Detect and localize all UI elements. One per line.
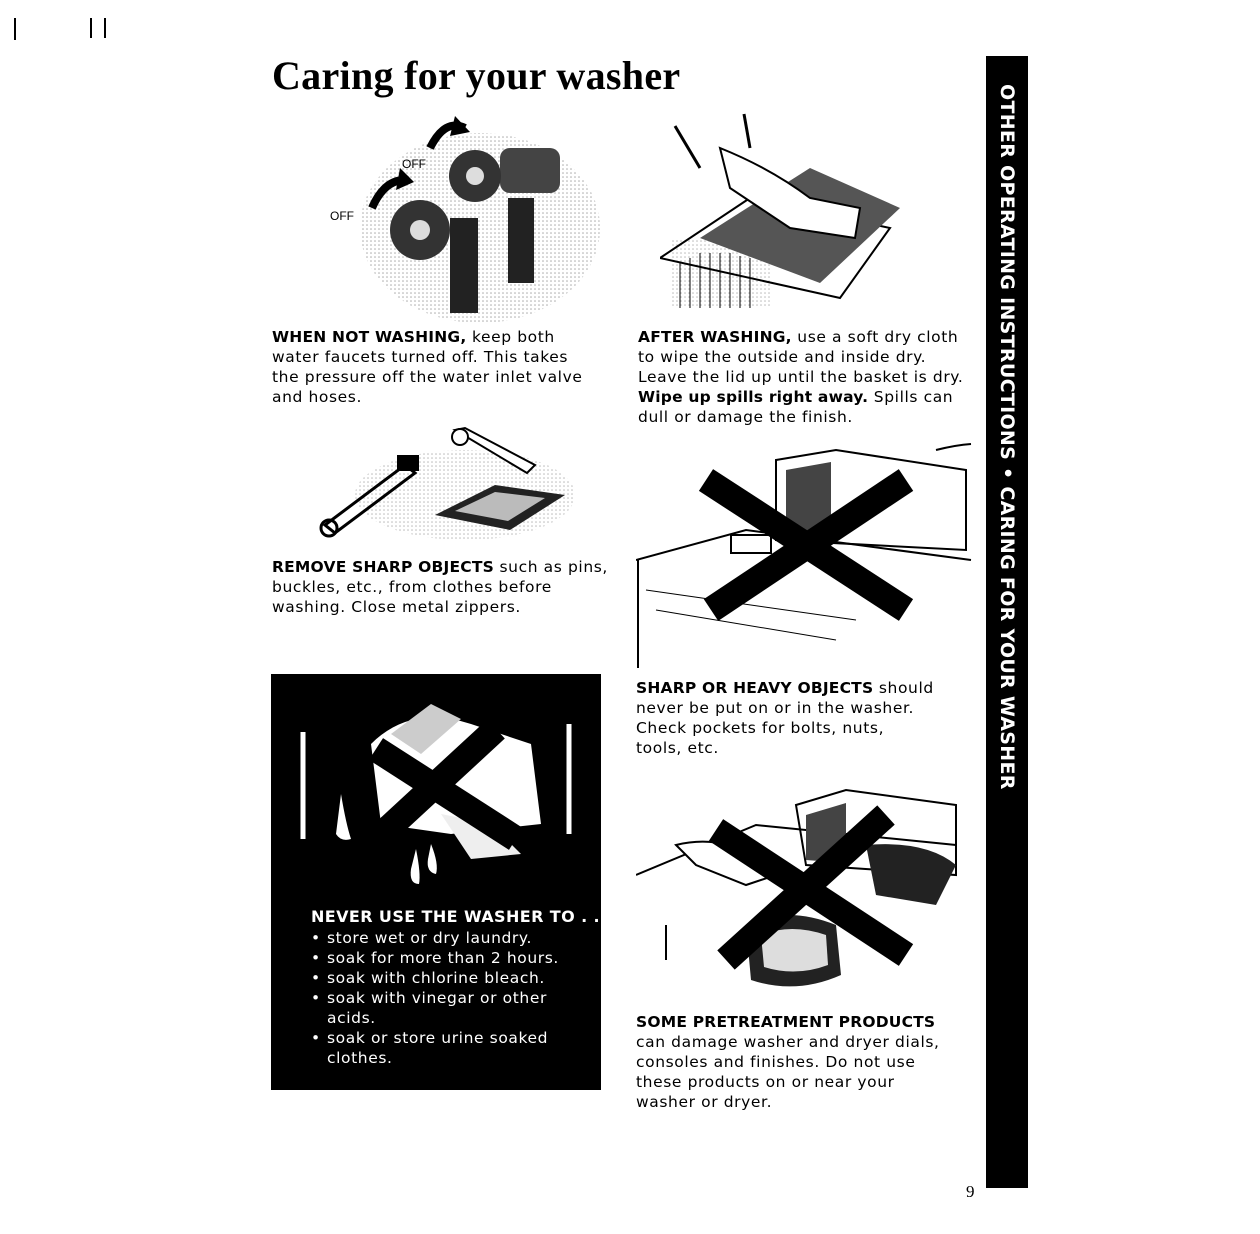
caption-remove-sharp-objects: REMOVE SHARP OBJECTS such as pins, buckles, etc., from clothes before washing. Close metal zippers. <box>272 558 608 616</box>
laundry-illustration <box>271 674 601 904</box>
warning-item: • soak for more than 2 hours. <box>311 949 559 967</box>
warning-heading: NEVER USE THE WASHER TO . . . <box>311 907 613 926</box>
warning-item: • store wet or dry laundry. <box>311 929 532 947</box>
wiping-illustration <box>660 108 910 320</box>
caption-pretreatment-products: SOME PRETREATMENT PRODUCTS can damage washer and dryer dials, consoles and finishes. Do not use these products on or near your washer or dryer. <box>636 1013 940 1111</box>
scan-mark <box>90 18 92 38</box>
sharp-objects-illustration <box>315 425 575 545</box>
warning-list <box>311 928 591 1068</box>
pretreatment-illustration <box>636 785 966 1000</box>
never-use-warning-box <box>271 674 613 1090</box>
scan-mark <box>104 18 106 38</box>
scan-mark <box>14 18 16 40</box>
caption-after-washing: AFTER WASHING, use a soft dry cloth to wipe the outside and inside dry. Leave the lid up until the basket is dry. Wipe up spills right away. Spills can dull or damage the finish. <box>638 328 964 426</box>
section-side-tab <box>986 56 1028 1188</box>
caption-sharp-heavy-objects: SHARP OR HEAVY OBJECTS should never be put on or in the washer. Check pockets for bolts, nuts, tools, etc. <box>636 679 934 757</box>
page-number: 9 <box>966 1182 975 1201</box>
warning-item: • soak with chlorine bleach. <box>311 969 545 987</box>
heavy-objects-illustration <box>636 440 976 670</box>
off-label: OFF <box>402 157 426 171</box>
off-label: OFF <box>330 209 354 223</box>
warning-item: • soak with vinegar or other acids. <box>311 989 547 1027</box>
side-tab-label: OTHER OPERATING INSTRUCTIONS • CARING FOR YOUR WASHER <box>996 84 1018 790</box>
faucets-illustration <box>330 108 620 323</box>
caption-when-not-washing: WHEN NOT WASHING, keep both water faucets turned off. This takes the pressure off the water inlet valve and hoses. <box>272 328 583 406</box>
page-title: Caring for your washer <box>272 53 681 98</box>
warning-item: • soak or store urine soaked clothes. <box>311 1029 549 1067</box>
